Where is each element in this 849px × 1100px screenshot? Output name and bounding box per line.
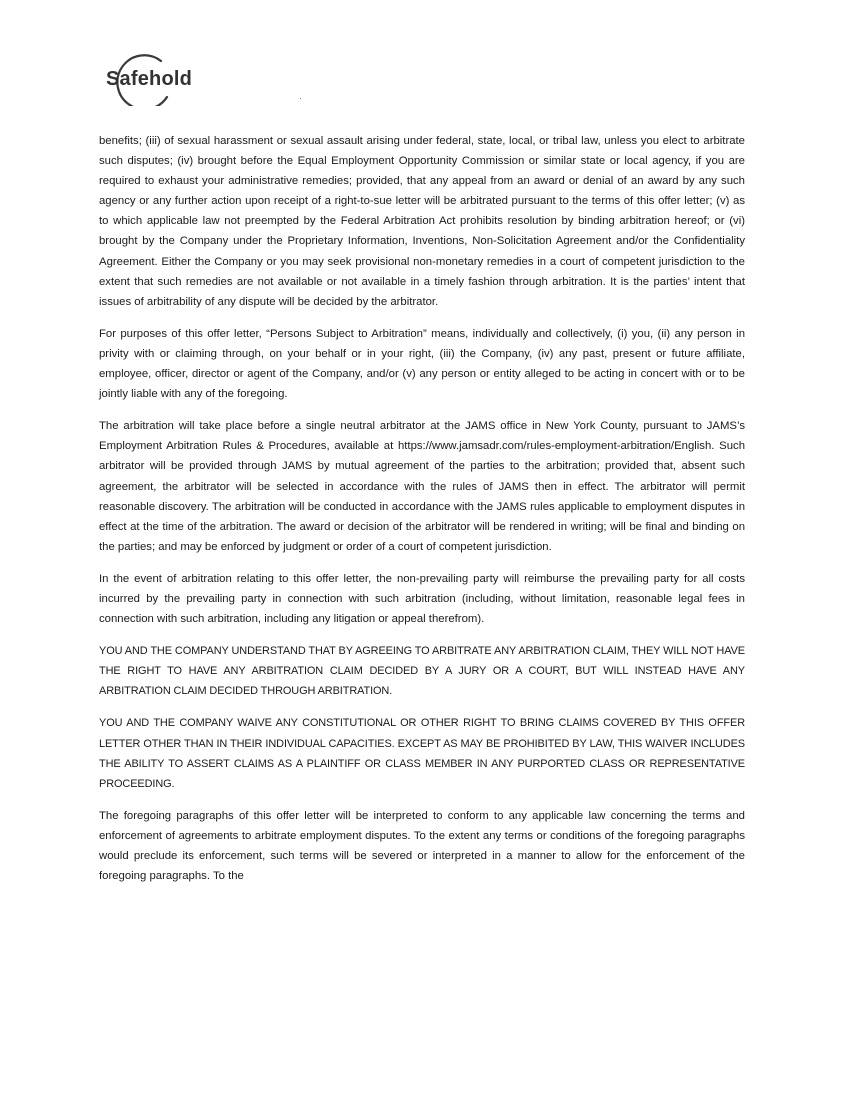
paragraph-class-waiver: YOU AND THE COMPANY WAIVE ANY CONSTITUTIONAL OR OTHER RIGHT TO BRING CLAIMS COVERED BY THIS OFFER LETTER OTHER THAN IN THEIR INDIVIDUAL CAPACITIES. EXCEPT AS MAY BE PROHIBITED BY LAW, THIS WAIVER INCLUDES THE ABILITY TO ASSERT CLAIMS AS A PLAINTIFF OR CLASS MEMBER IN ANY PURPORTED CLASS OR REPRESENTATIVE PROCEEDING. xyxy=(99,717,745,790)
paragraph-arbitration-venue: The arbitration will take place before a single neutral arbitrator at the JAMS office in New York County, pursuant to JAMS’s Employment Arbitration Rules & Procedures, available at https://www.jamsadr.com/rules-employment-arbitration/English. Such arbitrator will be provided through JAMS by mutual agreement of the parties to the arbitration; provided that, absent such agreement, the arbitrator will be selected in accordance with the rules of JAMS then in effect. The arbitrator will permit reasonable discovery. The arbitration will be conducted in accordance with the JAMS rules applicable to employment disputes in effect at the time of the arbitration. The award or decision of the arbitrator will be rendered in writing; will be final and binding on the parties; and may be enforced by judgment or order of a court of competent jurisdiction. xyxy=(99,420,745,553)
paragraph-persons-subject: For purposes of this offer letter, “Persons Subject to Arbitration” means, individually and collectively, (i) you, (ii) any person in privity with or claiming through, on your behalf or in your right, (iii) the Company, (iv) any past, present or future affiliate, employee, officer, director or agent of the Company, and/or (v) any person or entity alleged to be acting in concert with or to be jointly liable with any of the foregoing. xyxy=(99,327,745,401)
paragraph-exclusions: benefits; (iii) of sexual harassment or sexual assault arising under federal, state, local, or tribal law, unless you elect to arbitrate such disputes; (iv) brought before the Equal Employment Opportunity Commission or similar state or local agency, if you are required to exhaust your administrative remedies; provided, that any appeal from an award or denial of an award by any such agency or any further action upon receipt of a right-to-sue letter will be arbitrated pursuant to the terms of this offer letter; (v) as to which applicable law not preempted by the Federal Arbitration Act prohibits resolution by binding arbitration hereof; or (vi) brought by the Company under the Proprietary Information, Inventions, Non-Solicitation Agreement and/or the Confidentiality Agreement. Either the Company or you may seek provisional non-monetary remedies in a court of competent jurisdiction to the extent that such remedies are not available or not available in a timely fashion through arbitration. It is the parties’ intent that issues of arbitrability of any dispute will be decided by the arbitrator. xyxy=(99,135,745,308)
stray-mark xyxy=(300,98,301,99)
paragraph-costs: In the event of arbitration relating to this offer letter, the non-prevailing party will reimburse the prevailing party for all costs incurred by the prevailing party in connection with such arbitration (including, without limitation, reasonable legal fees in connection with such arbitration, including any litigation or appeal therefrom). xyxy=(99,572,745,626)
paragraph-jury-waiver: YOU AND THE COMPANY UNDERSTAND THAT BY AGREEING TO ARBITRATE ANY ARBITRATION CLAIM, THEY WILL NOT HAVE THE RIGHT TO HAVE ANY ARBITRATION CLAIM DECIDED BY A JURY OR A COURT, BUT WILL INSTEAD HAVE ANY ARBITRATION CLAIM DECIDED THROUGH ARBITRATION. xyxy=(99,645,745,698)
document-body xyxy=(99,131,745,898)
company-logo xyxy=(97,46,207,106)
logo-wordmark: Safehold xyxy=(106,68,193,90)
paragraph-interpretation: The foregoing paragraphs of this offer letter will be interpreted to conform to any applicable law concerning the terms and enforcement of agreements to arbitrate employment disputes. To the extent any terms or conditions of the foregoing paragraphs would preclude its enforcement, such terms will be severed or interpreted in a manner to allow for the enforcement of the foregoing paragraphs. To the xyxy=(99,809,745,883)
